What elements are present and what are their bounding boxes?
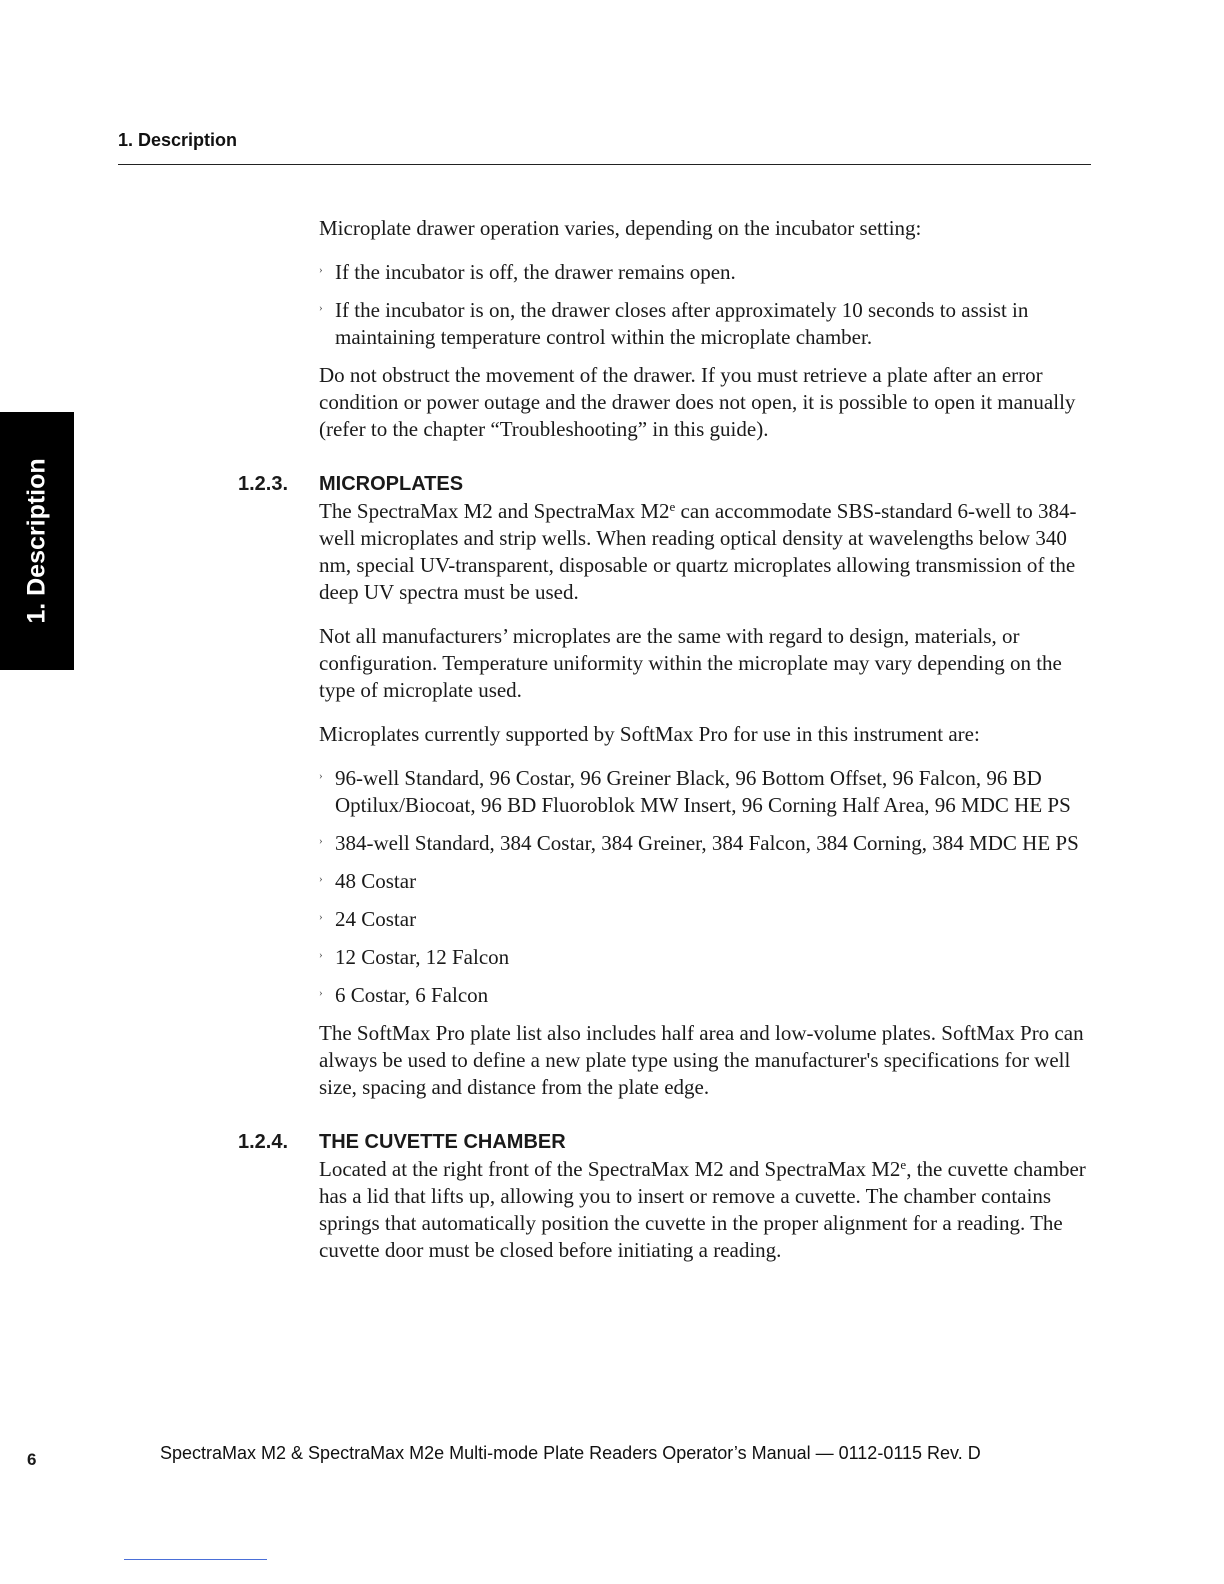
footer-text: SpectraMax M2 & SpectraMax M2e Multi-mode Plate Readers Operator’s Manual — 0112-0115 Rev. D: [160, 1443, 981, 1463]
list-item: [319, 259, 1094, 286]
microplates-paragraph-2: Not all manufacturers’ microplates are the same with regard to design, materials, or configuration. Temperature uniformity within the microplate may vary depending on the type of microplate used.: [319, 624, 1062, 702]
list-item: [319, 944, 1094, 971]
page-number: 6: [27, 1450, 37, 1469]
superscript: e: [669, 499, 676, 514]
running-header: 1. Description: [118, 130, 238, 150]
list-item-text: If the incubator is off, the drawer remains open.: [335, 260, 736, 284]
text-span: Located at the right front of the SpectraMax M2 and SpectraMax M2: [319, 1157, 901, 1181]
list-item-text: 6 Costar, 6 Falcon: [335, 983, 489, 1007]
bullet-icon: ›: [319, 770, 323, 782]
list-item-text: 48 Costar: [335, 869, 417, 893]
list-item: [319, 297, 1094, 351]
microplates-paragraph-3: Microplates currently supported by SoftMax Pro for use in this instrument are:: [319, 722, 980, 746]
list-item-text: 384-well Standard, 384 Costar, 384 Greiner, 384 Falcon, 384 Corning, 384 MDC HE PS: [335, 831, 1079, 855]
bullet-icon: ›: [319, 949, 323, 961]
list-item: [319, 765, 1094, 819]
section-cuvette-chamber: [238, 1131, 1094, 1264]
microplates-paragraph-4: The SoftMax Pro plate list also includes half area and low-volume plates. SoftMax Pro can always be used to define a new plate type using the manufacturer's specifications for well size, spacing and distance from the plate edge.: [319, 1021, 1084, 1099]
section-title: MICROPLATES: [319, 473, 464, 495]
bullet-icon: ›: [319, 987, 323, 999]
bullet-icon: ›: [319, 911, 323, 923]
list-item: [319, 868, 1094, 895]
bullet-icon: ›: [319, 873, 323, 885]
bullet-icon: ›: [319, 264, 323, 276]
list-item: [319, 830, 1094, 857]
list-item-text: 24 Costar: [335, 907, 417, 931]
microplates-paragraph-1: [319, 498, 1094, 606]
drawer-bullet-list: [319, 259, 1094, 351]
section-number: 1.2.4.: [238, 1131, 289, 1153]
section-microplates: [238, 473, 1094, 1101]
text-span: , the cuvette chamber has a lid that lifts up, allowing you to insert or remove a cuvette. The chamber contains springs that automatically position the cuvette in the proper alignment for a reading. The cuvette door must be closed before initiating a reading.: [319, 1157, 1086, 1262]
chapter-side-tab: [0, 412, 74, 670]
section-number: 1.2.3.: [238, 473, 289, 495]
bullet-icon: ›: [319, 835, 323, 847]
list-item: [319, 982, 1094, 1009]
superscript: e: [900, 1157, 907, 1172]
bottom-link-rule: [124, 1559, 267, 1560]
header-rule: [118, 164, 1091, 165]
chapter-side-tab-label: 1. Description: [22, 458, 51, 624]
list-item-text: If the incubator is on, the drawer closes after approximately 10 seconds to assist in maintaining temperature control within the microplate chamber.: [335, 298, 1029, 349]
section-title: THE CUVETTE CHAMBER: [319, 1131, 566, 1153]
list-item: [319, 906, 1094, 933]
cuvette-paragraph: [319, 1156, 1094, 1264]
list-item-text: 96-well Standard, 96 Costar, 96 Greiner Black, 96 Bottom Offset, 96 Falcon, 96 BD Optilux/Biocoat, 96 BD Fluoroblok MW Insert, 96 Corning Half Area, 96 MDC HE PS: [335, 766, 1071, 817]
text-span: The SpectraMax M2 and SpectraMax M2: [319, 499, 670, 523]
drawer-intro-paragraph: Microplate drawer operation varies, depending on the incubator setting:: [319, 216, 922, 240]
bullet-icon: ›: [319, 302, 323, 314]
page-content: [238, 215, 1094, 1281]
text-span: can accommodate SBS-standard 6-well to 384-well microplates and strip wells. When reading optical density at wavelengths below 340 nm, special UV-transparent, disposable or quartz microplates allowing transmission of the deep UV spectra must be used.: [319, 499, 1077, 604]
list-item-text: 12 Costar, 12 Falcon: [335, 945, 510, 969]
supported-plates-list: [319, 765, 1094, 1009]
drawer-note-paragraph: Do not obstruct the movement of the drawer. If you must retrieve a plate after an error condition or power outage and the drawer does not open, it is possible to open it manually (refer to the chapter “Troubleshooting” in this guide).: [319, 363, 1076, 441]
